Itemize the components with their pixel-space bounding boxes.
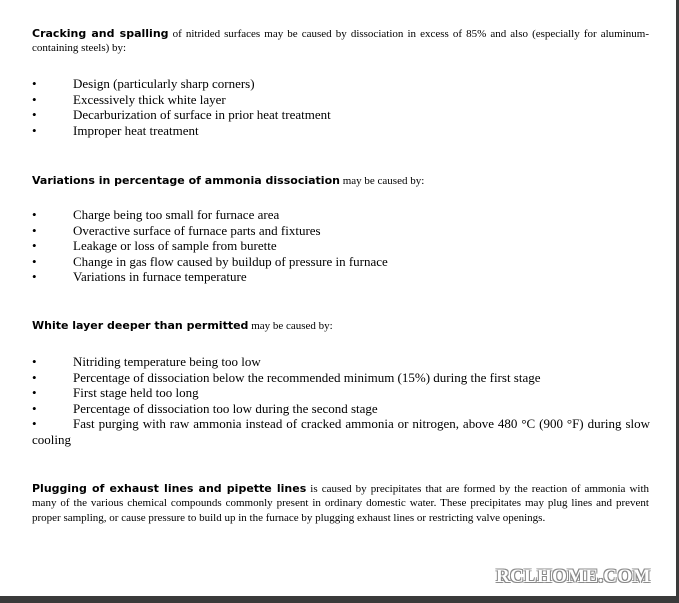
watermark: RCLHOME.COM (496, 566, 651, 587)
list-item: • Percentage of dissociation below the recommended minimum (15%) during the first stage (32, 369, 541, 385)
section-lead: Plugging of exhaust lines and pipette lines (32, 482, 307, 495)
list-item: • Decarburization of surface in prior heat treatment (32, 107, 331, 123)
section-plugging-paragraph (32, 482, 649, 525)
section-intro-text: may be caused by: (339, 175, 425, 187)
list-item: • Overactive surface of furnace parts and fixtures (32, 222, 321, 238)
bullet-list-cracking (32, 76, 650, 138)
bullet-icon: • (32, 207, 37, 222)
list-item: • Design (particularly sharp corners) (32, 76, 255, 91)
list-item: • Leakage or loss of sample from burette (32, 238, 277, 254)
list-item: • Percentage of dissociation too low during the second stage (32, 400, 378, 416)
page-border-bottom (0, 596, 679, 603)
section-variations-intro (32, 174, 649, 188)
list-item: • Change in gas flow caused by buildup of pressure in furnace (32, 253, 388, 269)
list-item: • Fast purging with raw ammonia instead of cracked ammonia or nitrogen, above 480 °C (900 °F) during slow cooling (32, 416, 650, 447)
bullet-icon: • (32, 107, 37, 123)
section-white-layer-intro (32, 319, 649, 333)
list-item: • Improper heat treatment (32, 122, 199, 138)
section-intro-text: is caused by precipitates that are formed by the reaction of ammonia with many of the various chemical compounds commonly present in ordinary domestic water. These precipitates may plug lines and prevent proper sampling, or cause pressure to build up in the furnace by plugging exhaust lines or restricting valve openings. (32, 483, 649, 524)
bullet-icon: • (32, 253, 37, 269)
bullet-icon: • (32, 222, 37, 238)
list-item: • Charge being too small for furnace area (32, 207, 280, 222)
bullet-icon: • (32, 238, 37, 254)
bullet-list-white-layer (32, 354, 650, 448)
section-intro-text: of nitrided surfaces may be caused by dissociation in excess of 85% and also (especially for aluminum-containing steels) by: (32, 28, 649, 55)
list-item: • Variations in furnace temperature (32, 269, 247, 285)
section-lead: Cracking and spalling (32, 27, 169, 40)
list-item: • First stage held too long (32, 385, 199, 401)
bullet-icon: • (32, 369, 37, 385)
bullet-icon: • (32, 91, 37, 107)
bullet-icon: • (32, 416, 37, 432)
bullet-icon: • (32, 269, 37, 285)
section-lead: White layer deeper than permitted (32, 319, 249, 332)
list-item: • Excessively thick white layer (32, 91, 226, 107)
section-intro-text: may be caused by: (248, 320, 333, 332)
bullet-icon: • (32, 76, 37, 91)
section-lead: Variations in percentage of ammonia dissociation (32, 174, 340, 187)
section-cracking-intro (32, 27, 649, 56)
list-item: • Nitriding temperature being too low (32, 354, 261, 369)
bullet-list-variations (32, 207, 650, 285)
bullet-icon: • (32, 385, 37, 401)
bullet-icon: • (32, 122, 37, 138)
bullet-icon: • (32, 400, 37, 416)
bullet-icon: • (32, 354, 37, 369)
